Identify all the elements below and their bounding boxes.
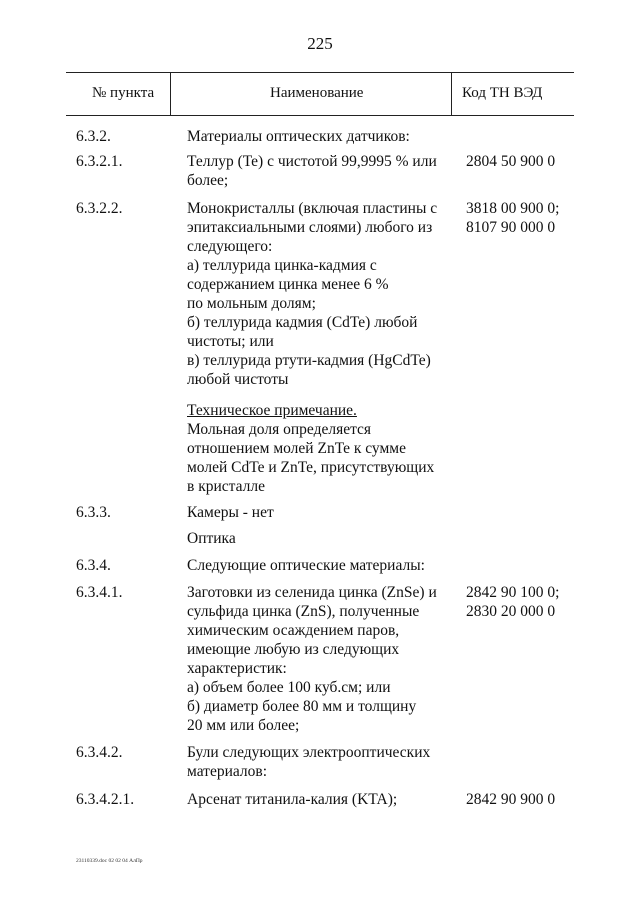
item-number: 6.3.4.2.1. xyxy=(76,791,135,808)
item-number: 6.3.4. xyxy=(76,557,111,574)
name-line: эпитаксиальными слоями) любого из xyxy=(187,219,433,236)
name-line: отношением молей ZnTe к сумме xyxy=(187,440,406,457)
item-number: 6.3.4.2. xyxy=(76,744,123,761)
name-line: чистоты; или xyxy=(187,333,274,350)
name-line: любой чистоты xyxy=(187,371,289,388)
name-line: по мольным долям; xyxy=(187,295,316,312)
item-number: 6.3.2. xyxy=(76,128,111,145)
name-line: более; xyxy=(187,172,229,189)
name-line: а) объем более 100 куб.см; или xyxy=(187,679,391,696)
item-name xyxy=(187,556,459,575)
name-line: Материалы оптических датчиков: xyxy=(187,128,410,145)
code-line: 2842 90 900 0 xyxy=(466,791,556,808)
name-line: б) теллурида кадмия (CdTe) любой xyxy=(187,314,418,331)
item-name xyxy=(187,503,459,522)
name-line: в кристалле xyxy=(187,478,265,495)
code-line: 8107 90 000 0 xyxy=(466,219,556,236)
note-title: Техническое примечание. xyxy=(187,402,357,419)
item-code xyxy=(466,583,586,621)
name-line: Монокристаллы (включая пластины с xyxy=(187,200,438,217)
item-code xyxy=(466,790,586,809)
name-line: материалов: xyxy=(187,763,268,780)
note-body xyxy=(187,401,459,496)
name-line: сульфида цинка (ZnS), полученные xyxy=(187,603,420,620)
table-header xyxy=(66,72,574,116)
name-line: Заготовки из селенида цинка (ZnSe) и xyxy=(187,584,437,601)
code-line: 2804 50 900 0 xyxy=(466,153,556,170)
name-line: химическим осаждением паров, xyxy=(187,622,400,639)
header-name: Наименование xyxy=(270,85,364,101)
name-line: содержанием цинка менее 6 % xyxy=(187,276,389,293)
header-code: Код ТН ВЭД xyxy=(462,85,543,101)
item-name xyxy=(187,199,459,389)
item-name xyxy=(187,583,459,735)
item-code xyxy=(466,199,586,237)
header-item-number: № пункта xyxy=(92,85,155,101)
name-line: Мольная доля определяется xyxy=(187,421,372,438)
item-name xyxy=(187,127,459,146)
name-line: Були следующих электрооптических xyxy=(187,744,431,761)
code-line: 2830 20 000 0 xyxy=(466,603,556,620)
item-number: 6.3.2.2. xyxy=(76,200,123,217)
item-code xyxy=(466,152,586,171)
code-line: 2842 90 100 0; xyxy=(466,584,560,601)
code-line: 3818 00 900 0; xyxy=(466,200,560,217)
item-name xyxy=(187,529,459,548)
name-line: 20 мм или более; xyxy=(187,717,300,734)
name-line: Арсенат титанила-калия (KTA); xyxy=(187,791,398,808)
column-divider xyxy=(170,73,171,115)
name-line: Камеры - нет xyxy=(187,504,274,521)
name-line: следующего: xyxy=(187,238,273,255)
item-number: 6.3.4.1. xyxy=(76,584,123,601)
name-line: Следующие оптические материалы: xyxy=(187,557,425,574)
name-line: молей CdTe и ZnTe, присутствующих xyxy=(187,459,435,476)
name-line: а) теллурида цинка-кадмия с xyxy=(187,257,377,274)
item-name xyxy=(187,790,459,809)
name-line: имеющие любую из следующих xyxy=(187,641,400,658)
document-footer: 23110339.doc 02 02 04 АлПр xyxy=(76,858,143,864)
item-number: 6.3.3. xyxy=(76,504,111,521)
name-line: характеристик: xyxy=(187,660,287,677)
item-number: 6.3.2.1. xyxy=(76,153,123,170)
name-line: Оптика xyxy=(187,530,236,547)
column-divider xyxy=(451,73,452,115)
item-name xyxy=(187,743,459,781)
name-line: в) теллурида ртути-кадмия (HgCdTe) xyxy=(187,352,431,369)
name-line: Теллур (Te) с чистотой 99,9995 % или xyxy=(187,153,437,170)
page-number: 225 xyxy=(307,34,333,53)
item-name xyxy=(187,152,459,190)
name-line: б) диаметр более 80 мм и толщину xyxy=(187,698,417,715)
